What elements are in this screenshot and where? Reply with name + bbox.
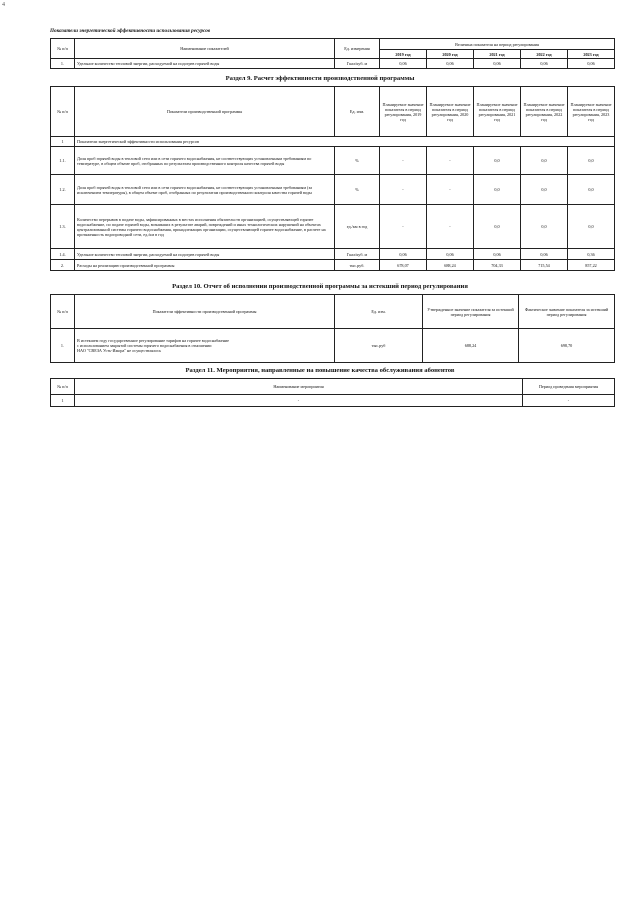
row-num: 1 [51,137,75,147]
program-report-table [50,294,615,363]
row-unit: Гкал/куб. м [335,249,380,260]
approved-value: 688,24 [423,329,519,363]
row-value: 0,0 [474,147,521,175]
row-value: 0,06 [521,249,568,260]
year-header: 2020 год [427,50,474,59]
row-num: 2. [51,260,75,271]
row-value: 678,07 [380,260,427,271]
row-value: - [427,147,474,175]
row-value: - [427,205,474,249]
table-row [51,59,615,69]
row-value: 0,0 [521,175,568,205]
row-unit: % [335,147,380,175]
row-value: - [380,175,427,205]
row-value: - [380,205,427,249]
year-header: 2019 год [380,50,427,59]
row-value: 0,06 [474,249,521,260]
row-num: 1.4. [51,249,75,260]
energy-efficiency-table [50,38,615,69]
actual-value: 698,70 [519,329,615,363]
row-num: 1. [51,59,75,69]
col-unit-header: Ед. изм. [335,295,423,329]
plan-header: Планируемое значение показателя в период регулирования, 2023 год [568,87,615,137]
col-period-header: Период проведения мероприятия [523,379,615,395]
table-row [51,137,615,147]
efficiency-calc-table [50,86,615,271]
row-name: Расходы на реализацию производственной программы [75,260,335,271]
row-name [75,329,335,363]
row-value: 715,54 [521,260,568,271]
approved-header: Утвержденное значение показателя за истекший период регулирования [423,295,519,329]
table-row [51,395,615,407]
col-unit-header: Ед. измерения [335,39,380,59]
row-value: 0,0 [568,147,615,175]
row-value: 0,06 [427,59,474,69]
row-value: 0,06 [427,249,474,260]
measures-table [50,378,615,407]
actual-header: Фактическое значение показателя за истекший период регулирования [519,295,615,329]
col-num-header: № п/п [51,87,75,137]
row-num: 1. [51,329,75,363]
row-value: 0,0 [474,205,521,249]
table-row [51,205,615,249]
row-value: 0,36 [568,249,615,260]
row-value: 0,0 [521,205,568,249]
row-unit: тыс.руб [335,329,423,363]
plan-header: Планируемое значение показателя в период регулирования, 2019 год [380,87,427,137]
col-name-header: Наименование показателей [75,39,335,59]
energy-efficiency-caption: Показатели энергетической эффективности использования ресурсов [50,28,211,34]
row-name-line: В истекшем году государственное регулирование тарифов на горячее водоснабжение [77,338,230,343]
row-value: - [427,175,474,205]
table-row [51,147,615,175]
col-name-header: Показатели эффективности производственной программы [75,295,335,329]
year-header: 2023 год [568,50,615,59]
row-name: Количество перерывов в подаче воды, зафиксированных в местах исполнения обязательств организацией, осуществляющей горячее водоснабжение, по подаче горячей воды, возникших в результате аварий, повреждений и иных технологических нарушений на объектах централизованной системы горячего водоснабжения, принадлежащих организации, осуществляющей горячее водоснабжение, в расчете на протяженность водопроводной сети, ед./км в год [75,205,335,249]
table-row [51,175,615,205]
section-10-title: Раздел 10. Отчет об исполнении производственной программы за истекший период регулирования [172,283,468,290]
plan-header: Планируемое значение показателя в период регулирования, 2022 год [521,87,568,137]
row-value: 704,33 [474,260,521,271]
row-value: 0,06 [521,59,568,69]
corner-mark: 4 [2,2,5,8]
row-unit: % [335,175,380,205]
row-value: 857,22 [568,260,615,271]
row-unit: ед./км в год [335,205,380,249]
row-num: 1 [51,395,75,407]
row-name: - [75,395,523,407]
col-num-header: № п/п [51,295,75,329]
section-9-title: Раздел 9. Расчет эффективности производственной программы [225,75,415,82]
period-group-header: Величина показателя на период регулирования [380,39,615,50]
row-name: Доля проб горячей воды в тепловой сети или в сети горячего водоснабжения, не соответствующих установленным требованиям (за исключением температуры), в общем объеме проб, отобранных по результатам производственного контроля качества горячей воды [75,175,335,205]
row-num: 1.3. [51,205,75,249]
row-unit: тыс.руб. [335,260,380,271]
col-name-header: Показатели производственной программы [75,87,335,137]
row-value: 688,24 [427,260,474,271]
row-value: 0,0 [568,205,615,249]
table-row [51,260,615,271]
section-11-title: Раздел 11. Мероприятия, направленные на повышение качества обслуживания абонентов [185,367,455,374]
row-name: Доля проб горячей воды в тепловой сети или в сети горячего водоснабжения, не соответствующих установленным требованиям по температуре, в общем объеме проб, отобранных по результатам производственного контроля качества горячей воды [75,147,335,175]
plan-header: Планируемое значение показателя в период регулирования, 2020 год [427,87,474,137]
row-unit: Гкал/куб. м [335,59,380,69]
row-value: 0,06 [568,59,615,69]
row-num: 1.2. [51,175,75,205]
year-header: 2022 год [521,50,568,59]
row-name-line: с использованием закрытой системы горячего водоснабжения в отношении [77,343,212,348]
col-name-header: Наименование мероприятия [75,379,523,395]
row-value: 0,06 [474,59,521,69]
row-num: 1.1. [51,147,75,175]
row-value: - [380,147,427,175]
col-num-header: № п/п [51,379,75,395]
row-value: 0,06 [380,249,427,260]
row-value: 0,0 [521,147,568,175]
table-row [51,329,615,363]
row-name: Показатели энергетической эффективности использования ресурсов [75,137,615,147]
row-value: 0,0 [474,175,521,205]
row-name: Удельное количество тепловой энергии, расходуемой на подогрев горячей воды [75,249,335,260]
table-row [51,249,615,260]
row-name: Удельное количество тепловой энергии, расходуемой на подогрев горячей воды [75,59,335,69]
row-value: 0,0 [568,175,615,205]
year-header: 2021 год [474,50,521,59]
row-value: 0,06 [380,59,427,69]
row-name-line: НАО "СВЕЗА Усть-Ижора" не осуществлялось [77,348,162,353]
col-unit-header: Ед. изм. [335,87,380,137]
plan-header: Планируемое значение показателя в период регулирования, 2021 год [474,87,521,137]
col-num-header: № п/п [51,39,75,59]
row-period: - [523,395,615,407]
